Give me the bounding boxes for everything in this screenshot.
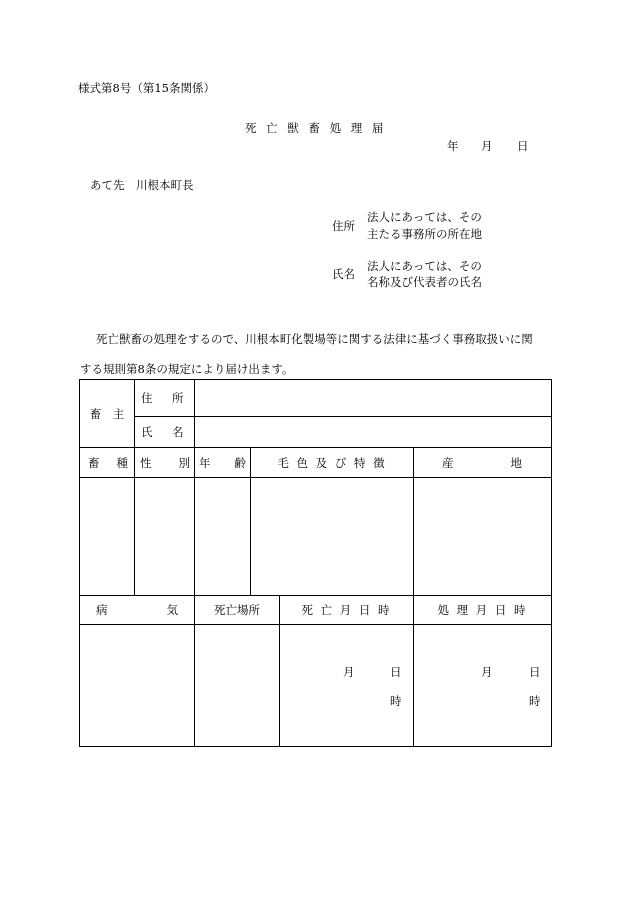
header-process-date: 処 理 月 日 時 [437,603,528,617]
form-number: 様式第8号（第15条関係） [78,81,215,95]
address-label: 住所 [332,219,355,233]
name-label: 氏名 [332,267,355,281]
process-day-label: 日 [529,665,541,679]
header-sex: 性 別 [140,455,190,470]
date-day: 日 [517,139,529,153]
age-field[interactable] [195,478,250,595]
header-disease: 病 気 [96,603,178,617]
address-note-1: 法人にあっては、その [367,210,482,224]
sex-field[interactable] [135,478,194,595]
address-note-2: 主たる事務所の所在地 [367,227,482,241]
header-age: 年 齢 [199,455,246,470]
owner-address-label: 住 所 [141,391,188,405]
header-species: 畜 種 [88,455,128,470]
owner-address-field[interactable] [195,380,551,416]
process-date-field[interactable] [414,625,551,746]
page-title: 死 亡 獣 畜 処 理 届 [245,121,387,135]
species-field[interactable] [80,478,134,595]
date-month: 月 [481,139,493,153]
header-death-place: 死亡場所 [214,603,260,617]
process-hour-label: 時 [529,694,541,708]
name-note-2: 名称及び代表者の氏名 [367,275,482,289]
origin-field[interactable] [414,478,551,595]
death-place-field[interactable] [195,625,279,746]
death-day-label: 日 [390,665,402,679]
death-month-label: 月 [343,665,355,679]
header-color-features: 毛 色 及 び 特 徴 [277,455,387,470]
owner-name-label: 氏 名 [141,425,188,439]
owner-name-field[interactable] [195,417,551,447]
header-origin: 産 地 [442,455,522,470]
addressee: あて先 川根本町長 [90,178,194,192]
color-features-field[interactable] [251,478,413,595]
body-text-line-1: 死亡獣畜の処理をするので、川根本町化製場等に関する法律に基づく事務取扱いに関 [96,332,533,346]
header-death-date: 死 亡 月 日 時 [301,603,392,617]
name-note-1: 法人にあっては、その [367,259,482,273]
death-hour-label: 時 [390,694,402,708]
body-text-line-2: する規則第8条の規定により届け出ます。 [80,362,294,376]
process-month-label: 月 [481,665,493,679]
disease-field[interactable] [80,625,194,746]
owner-label: 畜 主 [89,406,125,421]
death-date-field[interactable] [280,625,413,746]
date-year: 年 [447,139,459,153]
